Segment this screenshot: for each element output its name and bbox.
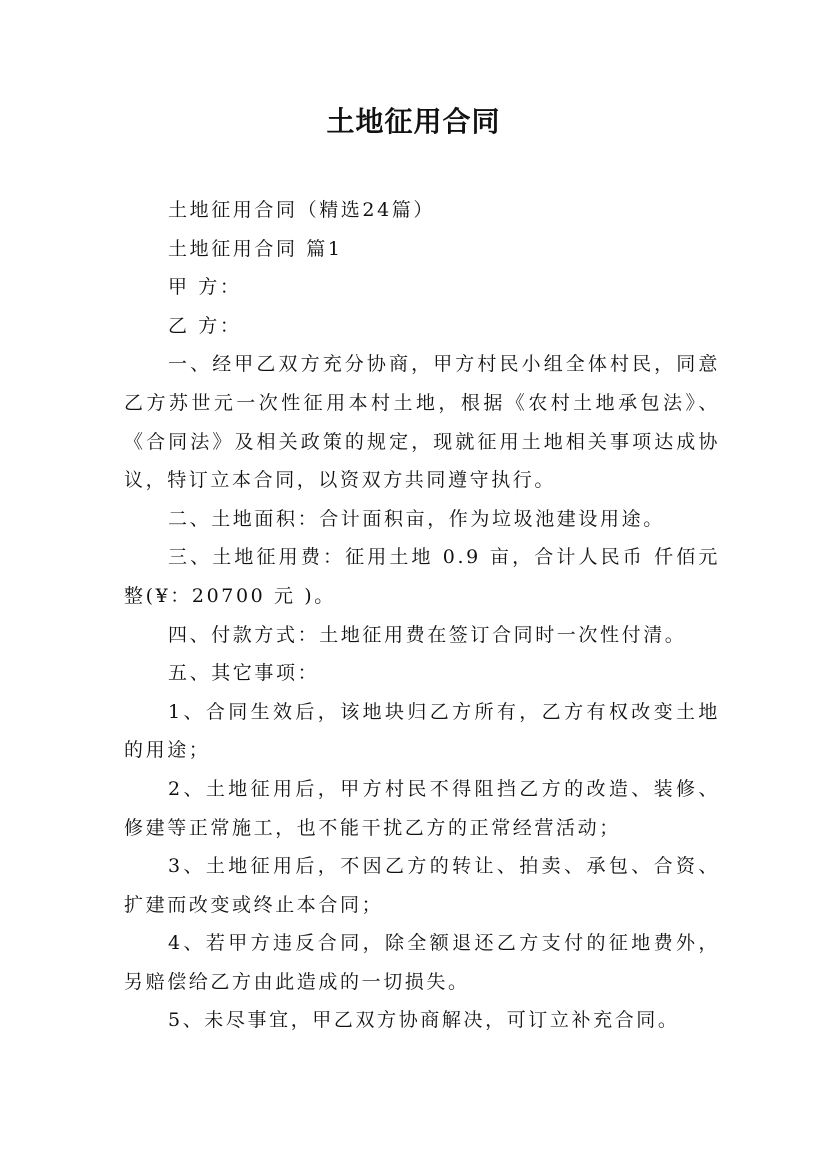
paragraph-party-b: 乙 方：	[168, 314, 242, 337]
paragraph-subtitle: 土地征用合同（精选24篇）	[168, 199, 435, 221]
paragraph-item-4: 4、若甲方违反合同，除全额退还乙方支付的征地费外，另赔偿给乙方由此造成的一切损失。	[124, 932, 720, 993]
paragraph-clause-5: 五、其它事项：	[168, 662, 320, 685]
paragraph-item-2: 2、土地征用后，甲方村民不得阻挡乙方的改造、装修、修建等正常施工，也不能干扰乙方的正常经营活动；	[124, 777, 720, 839]
paragraph-clause-2: 二、土地面积：合计面积亩，作为垃圾池建设用途。	[168, 507, 665, 530]
paragraph-section-heading: 土地征用合同 篇1	[168, 237, 343, 260]
document-title: 土地征用合同	[326, 105, 501, 138]
paragraph-item-3: 3、土地征用后，不因乙方的转让、拍卖、承包、合资、扩建而改变或终止本合同；	[124, 855, 720, 916]
paragraph-item-1: 1、合同生效后，该地块归乙方所有，乙方有权改变土地的用途；	[124, 700, 720, 762]
paragraph-clause-1: 一、经甲乙双方充分协商，甲方村民小组全体村民，同意乙方苏世元一次性征用本村土地，根据《农村土地承包法》、《合同法》及相关政策的规定，现就征用土地相关事项达成协议，特订立本合同，以资双方共同遵守执行。	[124, 353, 720, 492]
document-body	[124, 191, 720, 1040]
paragraph-party-a: 甲 方：	[168, 276, 242, 299]
paragraph-clause-4: 四、付款方式：土地征用费在签订合同时一次性付清。	[168, 623, 687, 646]
paragraph-item-5: 5、未尽事宜，甲乙双方协商解决，可订立补充合同。	[168, 1009, 680, 1032]
paragraph-clause-3: 三、土地征用费：征用土地 0.9 亩，合计人民币 仟佰元整(¥：20700 元 )。	[124, 546, 720, 607]
